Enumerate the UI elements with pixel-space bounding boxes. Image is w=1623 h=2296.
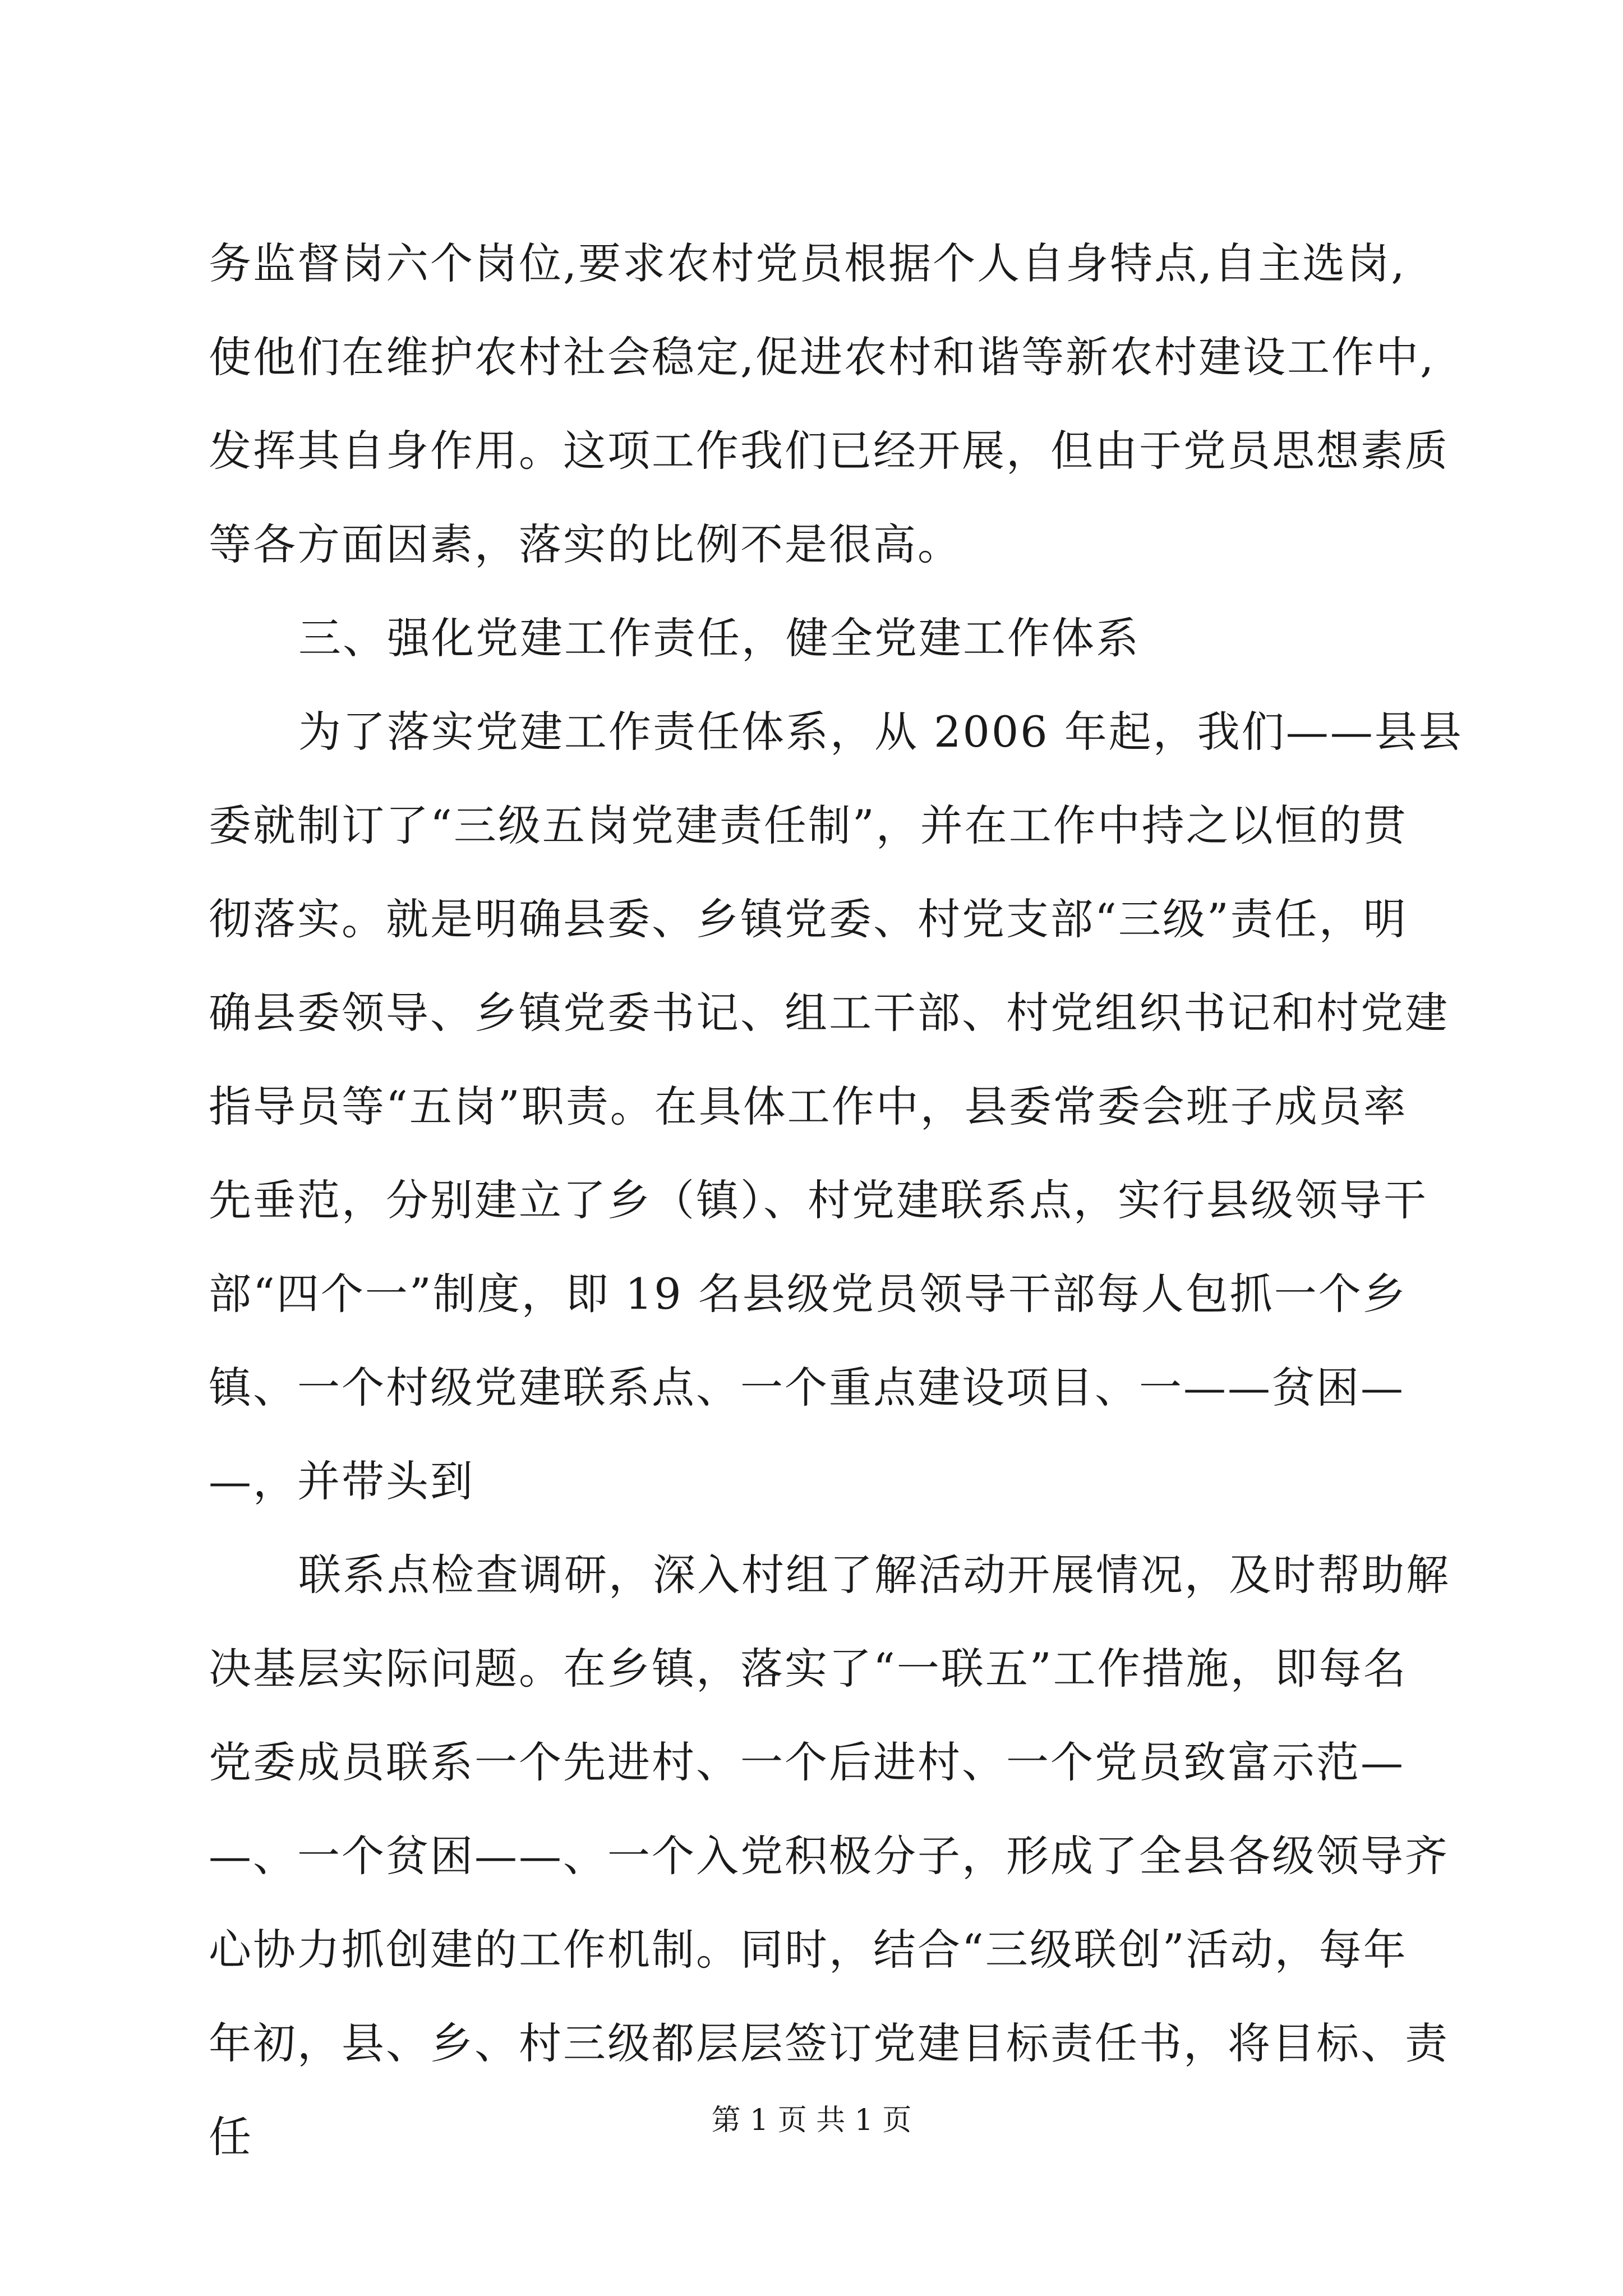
text-line: —，并带头到 [209, 1456, 474, 1506]
text-line: 发挥其自身作用。这项工作我们已经开展，但由于党员思想素质 [209, 426, 1449, 476]
text-line: 年初，县、乡、村三级都层层签订党建目标责任书，将目标、责 [209, 2018, 1449, 2068]
text-line: 委就制订了“三级五岗党建责任制”，并在工作中持之以恒的贯 [209, 800, 1408, 850]
text-line: 等各方面因素，落实的比例不是很高。 [209, 519, 962, 569]
page-number-footer: 第 1 页 共 1 页 [711, 2104, 912, 2137]
section-heading: 三、强化党建工作责任，健全党建工作体系 [298, 613, 1140, 663]
text-line: 务监督岗六个岗位,要求农村党员根据个人自身特点,自主选岗, [209, 238, 1407, 288]
text-line: 任 [209, 2112, 253, 2162]
text-line: 镇、一个村级党建联系点、一个重点建设项目、一——贫困— [209, 1363, 1405, 1412]
text-line: 先垂范，分别建立了乡（镇）、村党建联系点，实行县级领导干 [209, 1175, 1428, 1225]
text-line: —、一个贫困——、一个入党积极分子，形成了全县各级领导齐 [209, 1831, 1449, 1881]
text-line: 联系点检查调研，深入村组了解活动开展情况，及时帮助解 [298, 1550, 1450, 1600]
text-line: 决基层实际问题。在乡镇，落实了“一联五”工作措施，即每名 [209, 1644, 1408, 1694]
text-line: 为了落实党建工作责任体系，从 2006 年起，我们——县县 [298, 707, 1463, 757]
text-line: 使他们在维护农村社会稳定,促进农村和谐等新农村建设工作中, [209, 332, 1436, 382]
text-line: 指导员等“五岗”职责。在具体工作中，县委常委会班子成员率 [209, 1082, 1408, 1131]
text-line: 心协力抓创建的工作机制。同时，结合“三级联创”活动，每年 [209, 1925, 1408, 1975]
text-line: 彻落实。就是明确县委、乡镇党委、村党支部“三级”责任，明 [209, 894, 1408, 944]
text-line: 部“四个一”制度，即 19 名县级党员领导干部每人包抓一个乡 [209, 1269, 1407, 1319]
text-line: 党委成员联系一个先进村、一个后进村、一个党员致富示范— [209, 1737, 1405, 1787]
text-line: 确县委领导、乡镇党委书记、组工干部、村党组织书记和村党建 [209, 988, 1449, 1038]
